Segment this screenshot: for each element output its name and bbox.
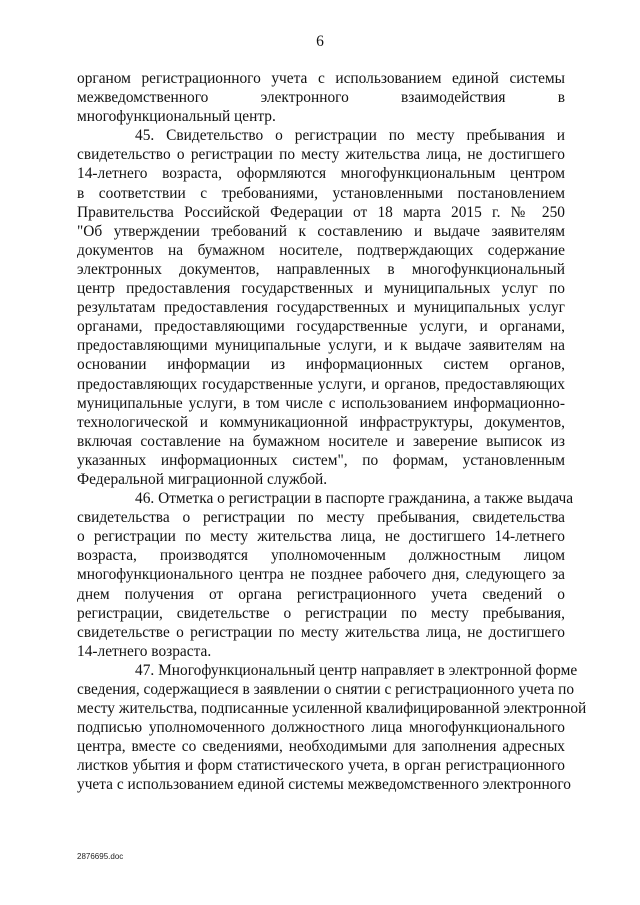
text-line: днем получения от органа регистрационного учета сведений о (77, 585, 565, 603)
text-line: многофункционального центра не позднее рабочего дня, следующего за (77, 566, 565, 584)
text-line: 46. Отметка о регистрации в паспорте гражданина, а также выдача (135, 490, 574, 508)
text-line: свидетельстве о регистрации по месту жительства лица, не достигшего (77, 623, 565, 641)
text-line: о регистрации по месту жительства лица, не достигшего 14-летнего (77, 528, 565, 546)
paragraph-continuation (77, 69, 565, 126)
text-line: 47. Многофункциональный центр направляет в электронной форме (135, 661, 578, 679)
text-line: межведомственного электронного взаимодействия в (77, 89, 565, 107)
text-line: предоставляющими муниципальные услуги, и к выдаче заявителям на (77, 337, 565, 355)
text-line: указанных информационных систем", по формам, установленным (77, 451, 565, 469)
text-line: многофункциональный центр. (77, 108, 276, 126)
text-line: подписью уполномоченного должностного лица многофункционального (77, 719, 565, 737)
text-line: электронных документов, направленных в многофункциональный (77, 260, 565, 278)
text-line: органами, предоставляющими государственные услуги, и органами, (77, 318, 565, 336)
paragraph-47 (77, 661, 587, 795)
document-body (77, 69, 587, 795)
text-line: 45. Свидетельство о регистрации по месту пребывания и (135, 127, 565, 145)
text-line: свидетельства о регистрации по месту пребывания, свидетельства (77, 509, 565, 527)
text-line: включая составление на бумажном носителе и заверение выписок из (77, 432, 565, 450)
text-line: листков убытия и форм статистического учета, в орган регистрационного (77, 757, 565, 775)
file-footer: 2876695.doc (77, 852, 124, 861)
text-line: центра, вместе со сведениями, необходимыми для заполнения адресных (77, 738, 565, 756)
text-line: 14-летнего возраста, оформляются многофункциональным центром (77, 165, 565, 183)
paragraph-46 (77, 489, 574, 661)
text-line: центр предоставления государственных и муниципальных услуг по (77, 280, 565, 298)
text-line: результатам предоставления государственных и муниципальных услуг (77, 299, 565, 317)
text-line: регистрации, свидетельстве о регистрации по месту пребывания, (77, 604, 565, 622)
text-line: документов на бумажном носителе, подтверждающих содержание (77, 241, 565, 259)
text-line: Правительства Российской Федерации от 18 марта 2015 г. № 250 (77, 203, 565, 221)
text-line: Федеральной миграционной службой. (77, 470, 328, 488)
text-line: муниципальные услуги, в том числе с использованием информационно- (77, 394, 565, 412)
text-line: технологической и коммуникационной инфраструктуры, документов, (77, 413, 565, 431)
page-number: 6 (316, 33, 324, 50)
text-line: в соответствии с требованиями, установленными постановлением (77, 184, 565, 202)
paragraph-45 (77, 126, 565, 489)
text-line: органом регистрационного учета с использованием единой системы (77, 70, 565, 87)
text-line: "Об утверждении требований к составлению и выдаче заявителям (77, 222, 565, 240)
text-line: учета с использованием единой системы межведомственного электронного (77, 776, 571, 794)
text-line: месту жительства, подписанные усиленной квалифицированной электронной (77, 700, 587, 718)
text-line: 14-летнего возраста. (77, 642, 212, 660)
text-line: основании информации из информационных систем органов, (77, 356, 565, 374)
text-line: свидетельство о регистрации по месту жительства лица, не достигшего (77, 146, 565, 164)
text-line: предоставляющих государственные услуги, и органов, предоставляющих (77, 375, 565, 393)
text-line: возраста, производятся уполномоченным должностным лицом (77, 547, 565, 565)
text-line: сведения, содержащиеся в заявлении о снятии с регистрационного учета по (77, 681, 575, 698)
